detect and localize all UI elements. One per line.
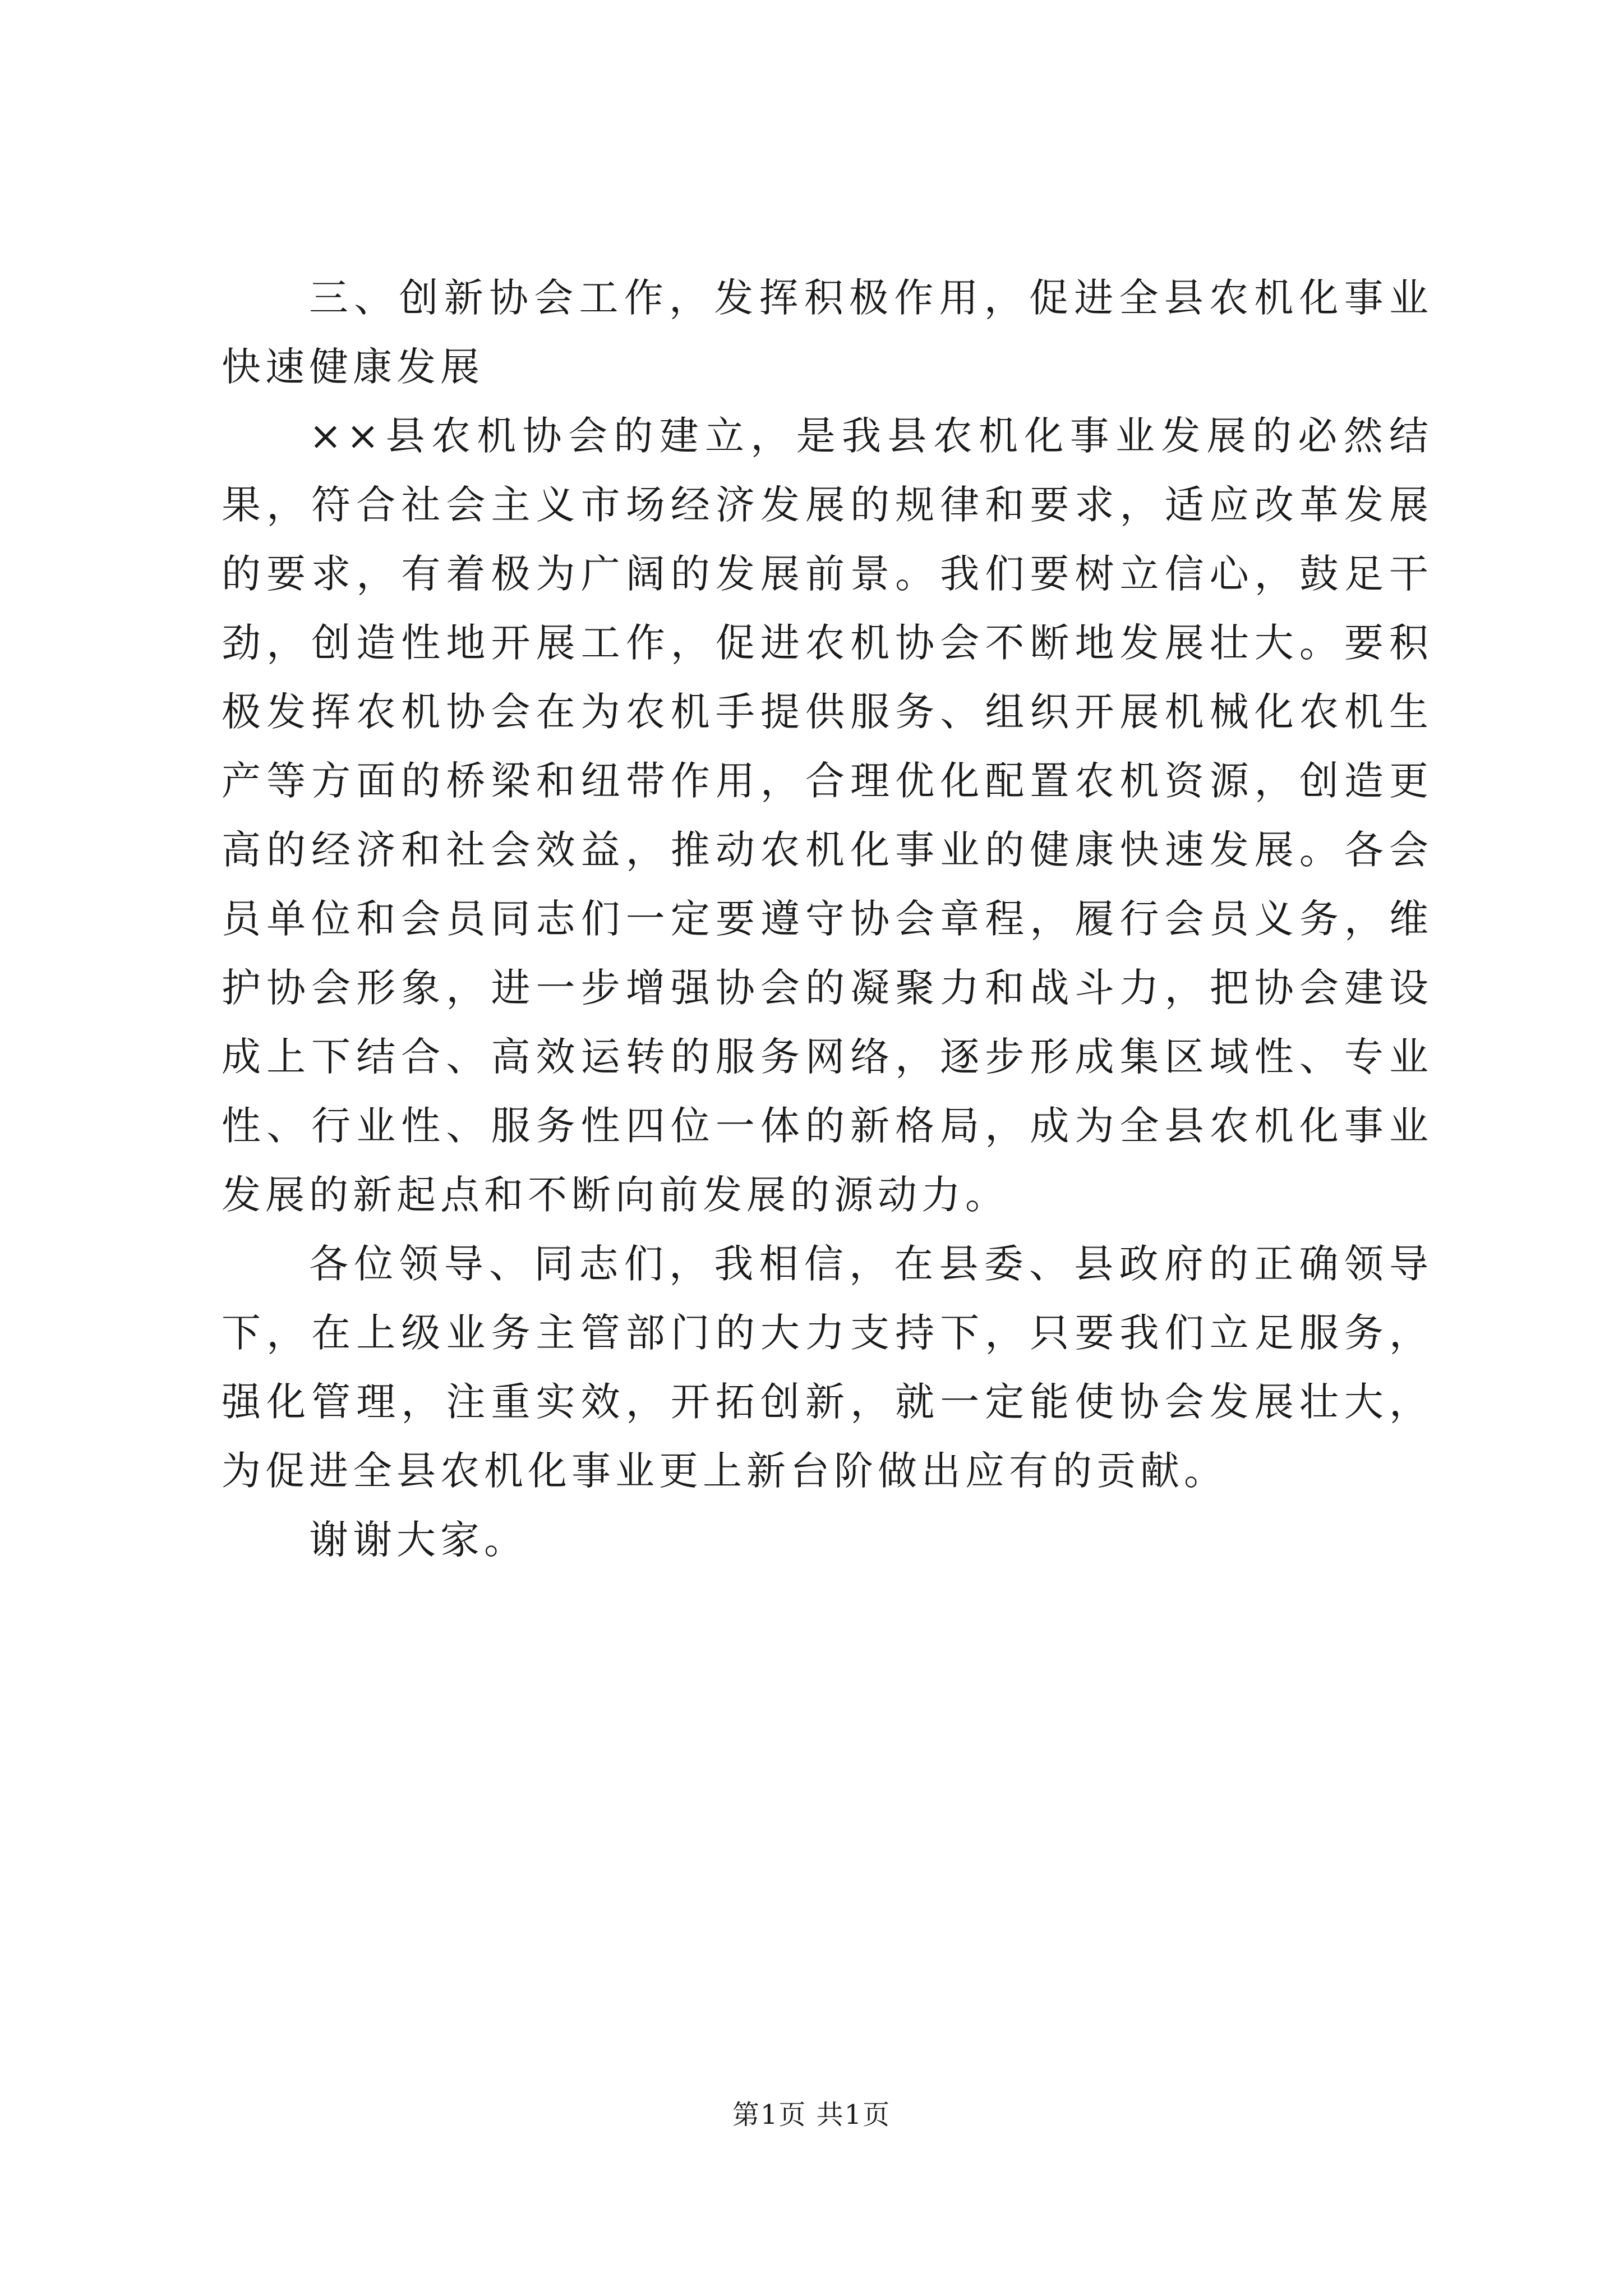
page-footer: 第1页 共1页 [732,2099,891,2131]
thanks-paragraph: 谢谢大家。 [309,1517,528,1563]
document-body [222,264,1433,1575]
body-paragraph-closing: 各位领导、同志们，我相信，在县委、县政府的正确领导下，在上级业务主管部门的大力支持下，只要我们立足服务，强化管理，注重实效，开拓创新，就一定能使协会发展壮大，为促进全县农机化事业更上新台阶做出应有的贡献。 [222,1241,1433,1494]
section-heading-paragraph: 三、创新协会工作，发挥积极作用，促进全县农机化事业快速健康发展 [222,275,1433,390]
body-paragraph-association: ××县农机协会的建立，是我县农机化事业发展的必然结果，符合社会主义市场经济发展的规律和要求，适应改革发展的要求，有着极为广阔的发展前景。我们要树立信心，鼓足干劲，创造性地开展工作，促进农机协会不断地发展壮大。要积极发挥农机协会在为农机手提供服务、组织开展机械化农机生产等方面的桥梁和纽带作用，合理优化配置农机资源，创造更高的经济和社会效益，推动农机化事业的健康快速发展。各会员单位和会员同志们一定要遵守协会章程，履行会员义务，维护协会形象，进一步增强协会的凝聚力和战斗力，把协会建设成上下结合、高效运转的服务网络，逐步形成集区域性、专业性、行业性、服务性四位一体的新格局，成为全县农机化事业发展的新起点和不断向前发展的源动力。 [222,413,1433,1218]
